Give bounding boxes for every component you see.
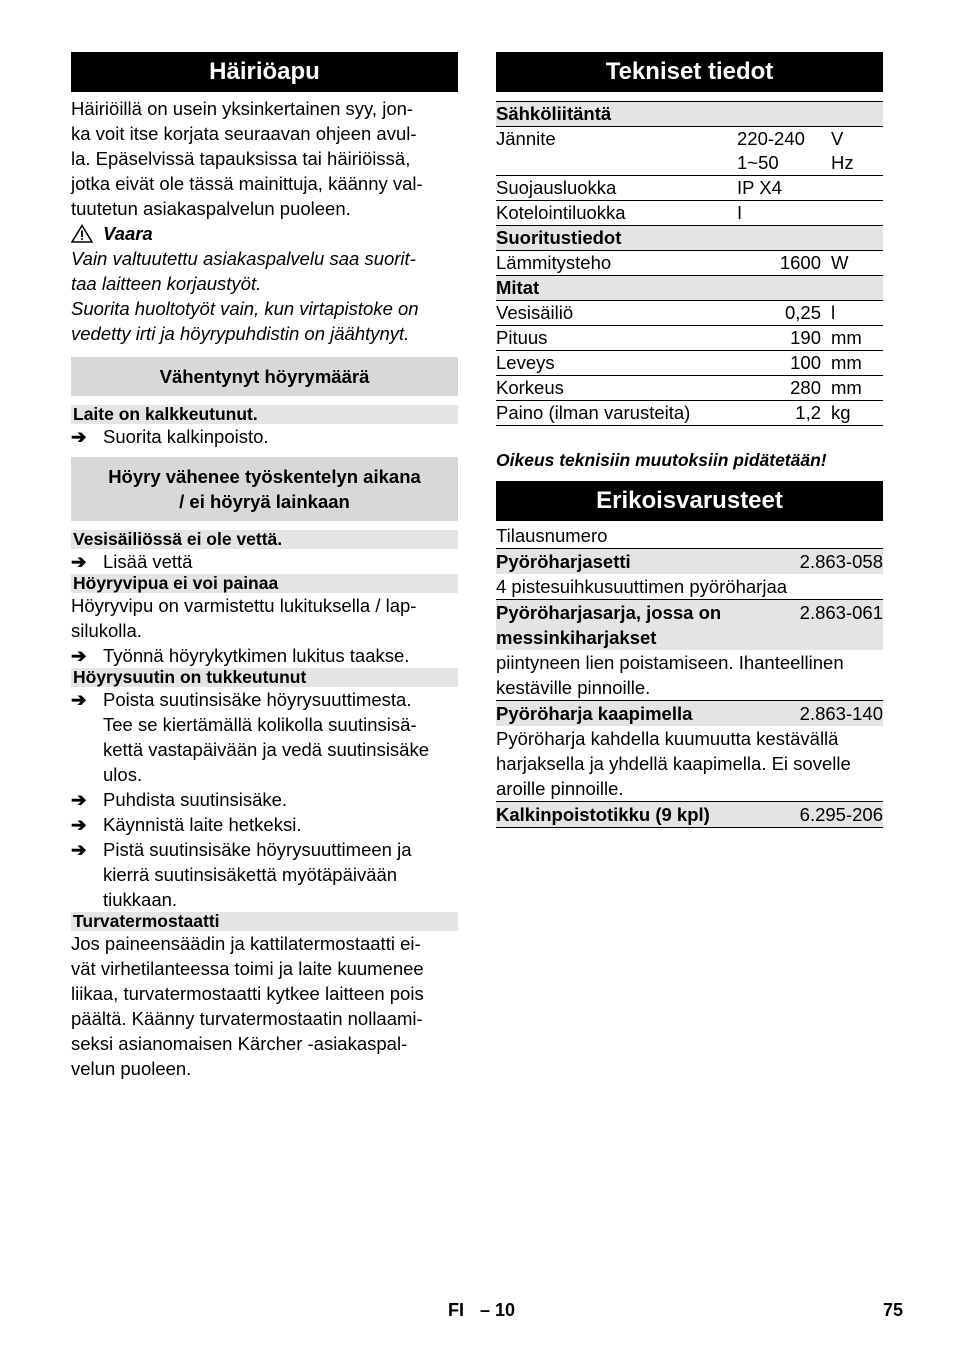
spec-row-height: Korkeus 280 mm bbox=[496, 376, 883, 401]
fault-steam-lever: Höyryvipua ei voi painaa bbox=[71, 574, 458, 593]
spec-row-length: Pituus 190 mm bbox=[496, 326, 883, 351]
fault-safety-thermostat: Turvatermostaatti bbox=[71, 912, 458, 931]
accessory-code: 2.863-061 bbox=[799, 602, 883, 623]
warning-heading bbox=[71, 221, 458, 246]
specs-title: Tekniset tiedot bbox=[496, 52, 883, 92]
arrow-icon: ➔ bbox=[71, 789, 87, 810]
fault-no-water: Vesisäiliössä ei ole vettä. bbox=[71, 530, 458, 549]
accessory-description: piintyneen lien poistamiseen. Ihanteellinen kestäville pinnoille. bbox=[496, 652, 844, 698]
arrow-icon: ➔ bbox=[71, 814, 87, 835]
step-push-lock: ➔ Työnnä höyrykytkimen lukitus taakse. bbox=[71, 645, 410, 666]
section-steam-decreases-title: Höyry vähenee työskentelyn aikana / ei höyryä lainkaan bbox=[71, 457, 458, 521]
spec-row-weight: Paino (ilman varusteita) 1,2 kg bbox=[496, 401, 883, 426]
troubleshooting-column bbox=[71, 52, 458, 1081]
accessory-description: 4 pistesuihkusuuttimen pyöröharjaa bbox=[496, 576, 788, 597]
accessory-item bbox=[496, 599, 883, 700]
order-number-label: Tilausnumero bbox=[496, 525, 608, 546]
accessory-name: Pyöröharjasetti bbox=[496, 551, 631, 572]
fault-calcified: Laite on kalkkeutunut. bbox=[71, 405, 458, 424]
spec-row-protection: Suojausluokka IP X4 bbox=[496, 176, 883, 201]
warning-text: Vain valtuutettu asiakaspalvelu saa suorit- taa laitteen korjaustyöt. Suorita huoltotyöt vain, kun virtapistoke on vedetty irti ja höyrypuhdistin on jäähtynyt. bbox=[71, 248, 419, 344]
accessory-name: Pyöröharja kaapimella bbox=[496, 703, 693, 724]
spec-group-row: Sähköliitäntä bbox=[496, 102, 883, 127]
step-remove-insert: ➔ Poista suutinsisäke höyrysuuttimesta. Tee se kiertämällä kolikolla suutinsisä- kettä vastapäivään ja vedä suutinsisäke ulos. bbox=[71, 689, 430, 785]
arrow-icon: ➔ bbox=[71, 839, 87, 860]
spec-group-row: Suoritustiedot bbox=[496, 226, 883, 251]
warning-label: Vaara bbox=[103, 223, 153, 244]
spec-group-row: Mitat bbox=[496, 276, 883, 301]
step-add-water: ➔ Lisää vettä bbox=[71, 551, 193, 572]
page-number: 75 bbox=[883, 1300, 904, 1320]
spec-row-width: Leveys 100 mm bbox=[496, 351, 883, 376]
accessory-code: 6.295-206 bbox=[799, 804, 883, 825]
spec-row-casing: Kotelointiluokka I bbox=[496, 201, 883, 226]
step-run-device: ➔ Käynnistä laite hetkeksi. bbox=[71, 814, 302, 835]
spec-row-tank: Vesisäiliö 0,25 l bbox=[496, 301, 883, 326]
step-reinsert: ➔ Pistä suutinsisäke höyrysuuttimeen ja kierrä suutinsisäkettä myötäpäivään tiukkaan. bbox=[71, 839, 412, 910]
arrow-icon: ➔ bbox=[71, 645, 87, 666]
spec-row-voltage: Jännite 220-240 1~50 V Hz bbox=[496, 127, 883, 176]
arrow-icon: ➔ bbox=[71, 551, 87, 572]
step-descale: ➔ Suorita kalkinpoisto. bbox=[71, 426, 269, 447]
steam-lever-text: Höyryvipu on varmistettu lukituksella / lap- silukolla. bbox=[71, 595, 417, 641]
warning-triangle-icon bbox=[71, 224, 93, 243]
specs-table bbox=[496, 101, 883, 426]
accessories-title: Erikoisvarusteet bbox=[496, 481, 883, 521]
footer-language: FI bbox=[448, 1300, 464, 1320]
accessory-item bbox=[496, 801, 883, 828]
troubleshooting-title: Häiriöapu bbox=[71, 52, 458, 92]
fault-nozzle-clogged: Höyrysuutin on tukkeutunut bbox=[71, 668, 458, 687]
specs-change-note: Oikeus teknisiin muutoksiin pidätetään! bbox=[496, 450, 827, 470]
section-reduced-steam-title: Vähentynyt höyrymäärä bbox=[71, 357, 458, 396]
specs-column bbox=[496, 52, 883, 828]
accessory-description: Pyöröharja kahdella kuumuutta kestävällä harjaksella ja yhdellä kaapimella. Ei sovelle aroille pinnoille. bbox=[496, 728, 851, 799]
accessory-code: 2.863-058 bbox=[799, 551, 883, 572]
arrow-icon: ➔ bbox=[71, 426, 87, 447]
arrow-icon: ➔ bbox=[71, 689, 87, 710]
safety-thermostat-text: Jos paineensäädin ja kattilatermostaatti ei- vät virhetilanteessa toimi ja laite kuumenee liikaa, turvatermostaatti kytkee laitteen pois päältä. Käänny turvatermostaatin nollaami- seksi asianomaisen Kärcher -asiakaspal- velun puoleen. bbox=[71, 933, 424, 1079]
accessory-code: 2.863-140 bbox=[799, 703, 883, 724]
accessory-item bbox=[496, 548, 883, 599]
accessory-name: Kalkinpoistotikku (9 kpl) bbox=[496, 804, 710, 825]
step-clean-insert: ➔ Puhdista suutinsisäke. bbox=[71, 789, 288, 810]
accessory-name: Pyöröharjasarja, jossa on messinkiharjakset bbox=[496, 602, 722, 648]
spec-row-heating: Lämmitysteho 1600 W bbox=[496, 251, 883, 276]
accessory-item bbox=[496, 700, 883, 801]
footer-section-page: – 10 bbox=[480, 1300, 516, 1320]
troubleshooting-intro: Häiriöillä on usein yksinkertainen syy, jon- ka voit itse korjata seuraavan ohjeen avul- la. Epäselvissä tapauksissa tai häiriöissä, jotka eivät ole tässä mainittuja, käänny val- tuutetun asiakaspalvelun puoleen. bbox=[71, 98, 423, 219]
